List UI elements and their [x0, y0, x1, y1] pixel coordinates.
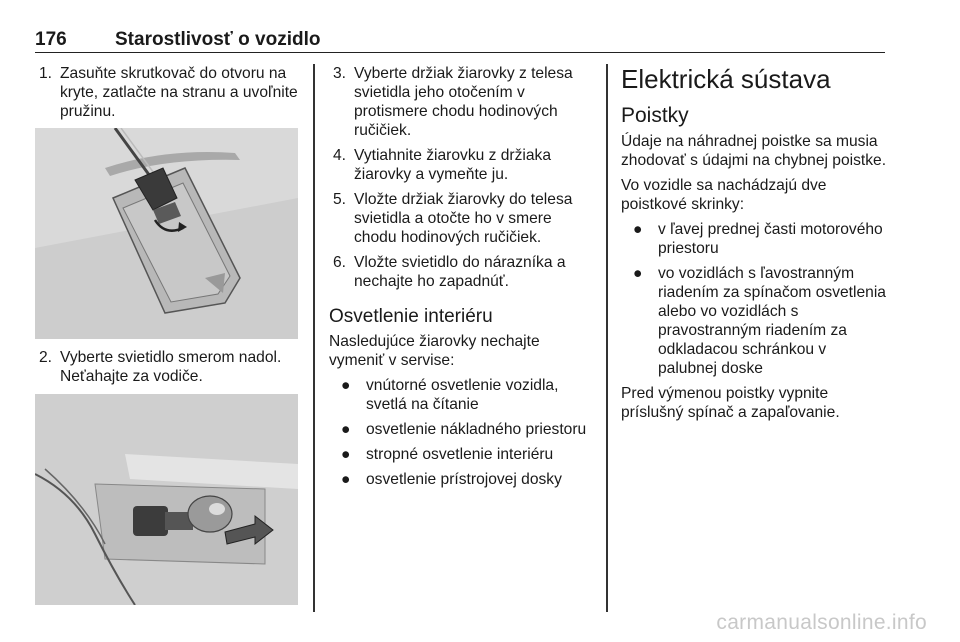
step-text: Zasuňte skrutkovač do otvoru na kryte, zatlačte na stranu a uvoľnite pružinu.: [60, 65, 298, 120]
column-1: [35, 64, 300, 614]
bullet-icon: ●: [341, 446, 351, 463]
watermark: carmanualsonline.info: [716, 611, 927, 634]
bullet-icon: ●: [341, 471, 351, 488]
list-item: [329, 470, 591, 489]
page-title: Starostlivosť o vozidlo: [115, 29, 321, 50]
list-item-text: vo vozidlách s ľavostranným riadením za spínačom osvetlenia alebo vo vozidlách s pravostranným riadením za odkladacou schránkou v palubnej doske: [658, 265, 886, 377]
list-item-text: osvetlenie nákladného priestoru: [366, 421, 587, 438]
column-divider-left: [313, 64, 315, 612]
step-2: [35, 348, 300, 386]
step-number: 1.: [39, 65, 53, 82]
step-text: Vyberte svietidlo smerom nadol. Neťahajte za vodiče.: [60, 349, 282, 385]
step-text: Vložte držiak žiarovky do telesa svietidla a otočte ho v smere chodu hodinových ručičiek.: [354, 191, 573, 246]
list-item-text: osvetlenie prístrojovej dosky: [366, 471, 562, 488]
list-item: [621, 264, 889, 378]
lamp-removal-illustration: [35, 394, 298, 605]
figure-screwdriver-release: [35, 128, 298, 339]
bullet-list: [621, 220, 889, 378]
section-intro: Nasledujúce žiarovky nechajte vymeniť v servise:: [329, 333, 540, 369]
step-number: 2.: [39, 349, 53, 366]
step-number: 3.: [333, 65, 347, 82]
bullet-icon: ●: [341, 377, 351, 394]
step-number: 5.: [333, 191, 347, 208]
step-number: 6.: [333, 254, 347, 271]
paragraph: Údaje na náhradnej poistke sa musia zhodovať s údajmi na chybnej poistke.: [621, 133, 887, 169]
subsection-heading: Poistky: [621, 104, 689, 127]
column-divider-right: [606, 64, 608, 612]
list-item: [329, 445, 591, 464]
bullet-icon: ●: [633, 265, 643, 282]
section-heading: Osvetlenie interiéru: [329, 306, 493, 327]
list-item-text: v ľavej prednej časti motorového priestoru: [658, 221, 883, 257]
step-text: Vyberte držiak žiarovky z telesa svietidla jeho otočením v protismere chodu hodinových ručičiek.: [354, 65, 573, 139]
step-6: [329, 253, 591, 291]
list-item: [329, 420, 591, 439]
step-5: [329, 190, 591, 247]
bullet-icon: ●: [633, 221, 643, 238]
step-4: [329, 146, 591, 184]
chapter-heading: Elektrická sústava: [621, 64, 831, 94]
column-2: [329, 64, 591, 495]
step-text: Vytiahnite žiarovku z držiaka žiarovky a vymeňte ju.: [354, 147, 552, 183]
list-item-text: stropné osvetlenie interiéru: [366, 446, 554, 463]
list-item: [329, 376, 591, 414]
step-number: 4.: [333, 147, 347, 164]
paragraph: Pred výmenou poistky vypnite príslušný spínač a zapaľovanie.: [621, 385, 840, 421]
step-1: [35, 64, 300, 121]
paragraph: Vo vozidle sa nachádzajú dve poistkové skrinky:: [621, 177, 827, 213]
list-item-text: vnútorné osvetlenie vozidla, svetlá na čítanie: [366, 377, 559, 413]
bullet-list: [329, 376, 591, 489]
screwdriver-illustration: [35, 128, 298, 339]
page-header: [35, 30, 885, 53]
column-3: [621, 64, 889, 428]
list-item: [621, 220, 889, 258]
bullet-icon: ●: [341, 421, 351, 438]
figure-lamp-removal: [35, 394, 298, 605]
page-number: 176: [35, 29, 67, 50]
step-text: Vložte svietidlo do nárazníka a nechajte ho zapadnúť.: [354, 254, 566, 290]
step-3: [329, 64, 591, 140]
